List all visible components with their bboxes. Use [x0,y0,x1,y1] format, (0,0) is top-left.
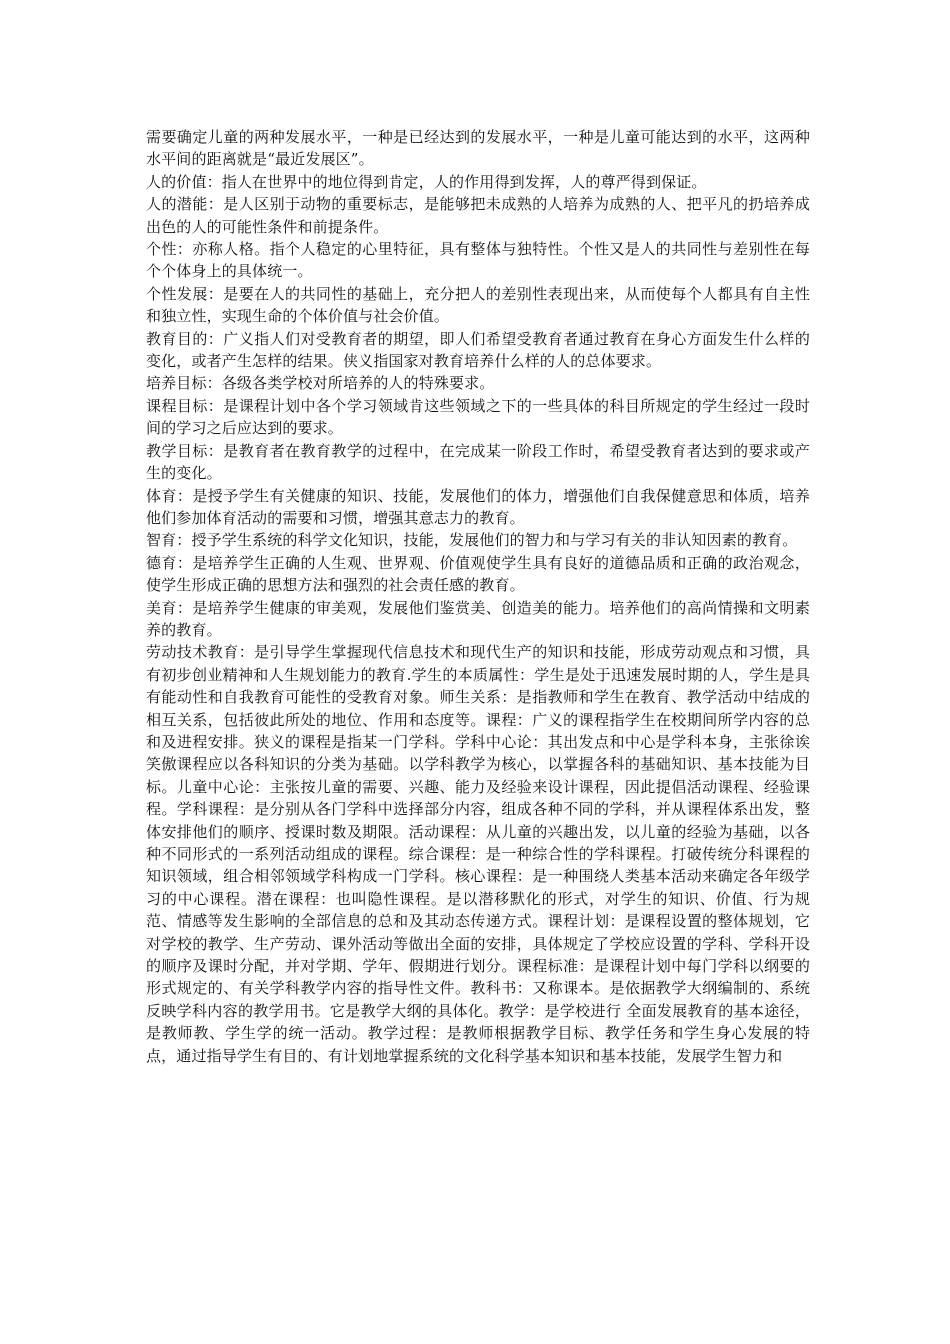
paragraph-intellectual-education: 智育：授予学生系统的科学文化知识，技能，发展他们的智力和与学习有关的非认知因素的教育。 [146,531,798,550]
paragraph-aesthetic-education: 美育：是培养学生健康的审美观，发展他们鉴赏美、创造美的能力。培养他们的高尚情操和文明素养的教育。 [146,598,810,639]
paragraph-labor-technical-education: 劳动技术教育：是引导学生掌握现代信息技术和现代生产的知识和技能，形成劳动观点和习惯，具有初步创业精神和人生规划能力的教育.学生的本质属性：学生是处于迅速发展时期的人，学生是具有能动性和自我教育可能性的受教育对象。师生关系：是指教师和学生在教育、教学活动中结成的相互关系，包括彼此所处的地位、作用和态度等。课程：广义的课程指学生在校期间所学内容的总和及进程安排。狭义的课程是指某一门学科。学科中心论：其出发点和中心是学科本身，主张徐诶笑傲课程应以各科知识的分类为基础。以学科教学为核心，以掌握各科的基础知识、基本技能为目标。儿童中心论：主张按儿童的需要、兴趣、能力及经验来设计课程，因此提倡活动课程、经验课程。学科课程：是分别从各门学科中选择部分内容，组成各种不同的学科，并从课程体系出发，整体安排他们的顺序、授课时数及期限。活动课程：从儿童的兴趣出发，以儿童的经验为基础，以各种不同形式的一系列活动组成的课程。综合课程：是一种综合性的学科课程。打破传统分科课程的知识领域，组合相邻领域学科构成一门学科。核心课程：是一种围绕人类基本活动来确定各年级学习的中心课程。潜在课程：也叫隐性课程。是以潜移默化的形式，对学生的知识、价值、行为规范、情感等发生影响的全部信息的总和及其动态传递方式。课程计划：是课程设置的整体规划，它对学校的教学、生产劳动、课外活动等做出全面的安排，具体规定了学校应设置的学科、学科开设的顺序及课时分配，并对学期、学年、假期进行划分。课程标准：是课程计划中每门学科以纲要的形式规定的、有关学科教学内容的指导性文件。教科书：又称课本。是依据教学大纲编制的、系统反映学科内容的教学用书。它是教学大纲的具体化。教学：是学校进行 全面发展教育的基本途径，是教师教、学生学的统一活动。教学过程：是教师根据教学目标、教学任务和学生身心发展的特点，通过指导学生有目的、有计划地掌握系统的文化科学基本知识和基本技能，发展学生智力和 [146,643,810,1065]
paragraph-curriculum-goal: 课程目标：是课程计划中各个学习领域肯这些领域之下的一些具体的科目所规定的学生经过一段时间的学习之后应达到的要求。 [146,396,810,438]
paragraph-zone-of-proximal-development: 需要确定儿童的两种发展水平，一种是已经达到的发展水平，一种是儿童可能达到的水平，这两种水平间的距离就是“最近发展区”。 [146,128,810,169]
paragraph-teaching-goal: 教学目标：是教育者在教育教学的过程中，在完成某一阶段工作时，希望受教育者达到的要求或产生的变化。 [146,441,810,483]
paragraph-educational-aim: 教育目的：广义指人们对受教育者的期望，即人们希望受教育者通过教育在身心方面发生什么样的变化，或者产生怎样的结果。侠义指国家对教育培养什么样的人的总体要求。 [146,329,810,371]
paragraph-human-potential: 人的潜能：是人区别于动物的重要标志，是能够把未成熟的人培养为成熟的人、把平凡的扔培养成出色的人的可能性条件和前提条件。 [146,195,810,236]
paragraph-personality-development: 个性发展：是要在人的共同性的基础上，充分把人的差别性表现出来，从而使每个人都具有自主性和独立性，实现生命的个体价值与社会价值。 [146,284,810,326]
paragraph-personality: 个性：亦称人格。指个人稳定的心里特征，具有整体与独特性。个性又是人的共同性与差别性在每个个体身上的具体统一。 [146,240,810,281]
document-body [146,126,810,1067]
paragraph-physical-education: 体育：是授予学生有关健康的知识、技能，发展他们的体力，增强他们自我保健意思和体质，培养他们参加体育活动的需要和习惯，增强其意志力的教育。 [146,486,810,527]
paragraph-moral-education: 德育：是培养学生正确的人生观、世界观、价值观使学生具有良好的道德品质和正确的政治观念，使学生形成正确的思想方法和强烈的社会责任感的教育。 [146,553,810,595]
paragraph-training-goal: 培养目标：各级各类学校对所培养的人的特殊要求。 [146,374,495,393]
paragraph-human-value: 人的价值：指人在世界中的地位得到肯定，人的作用得到发挥，人的尊严得到保证。 [146,172,707,191]
